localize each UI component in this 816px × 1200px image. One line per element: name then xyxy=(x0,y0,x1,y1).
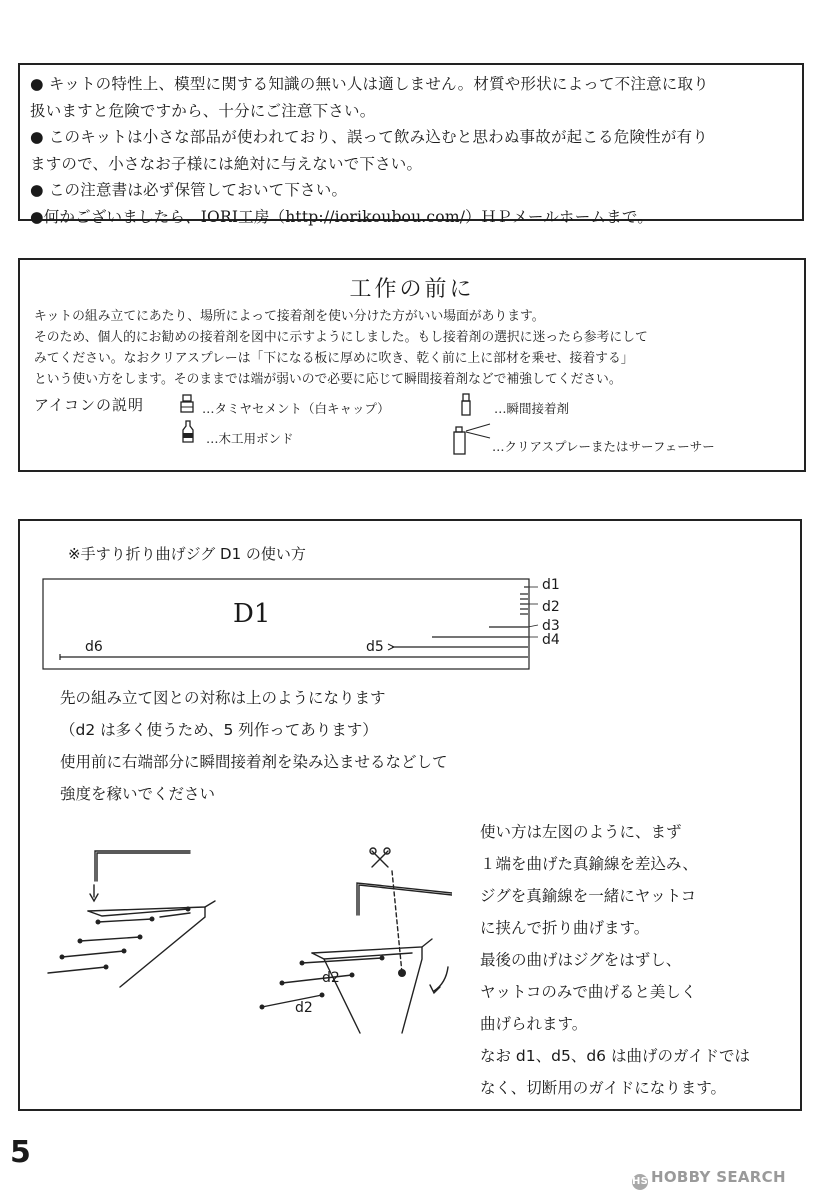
wood-bond-icon xyxy=(180,420,196,444)
howto-line: 最後の曲げはジグをはずし、 xyxy=(480,951,682,969)
intro-line: キットの組み立てにあたり、場所によって接着剤を使い分けた方がいい場面があります。 xyxy=(34,309,545,324)
bend-wire-sketch xyxy=(252,843,452,1043)
section-title: 工作の前に xyxy=(349,277,475,302)
label-d2: d2 xyxy=(542,599,560,615)
note-line: 使用前に右端部分に瞬間接着剤を染み込ませるなどして xyxy=(60,753,448,771)
caution-line: ● キットの特性上、模型に関する知識の無い人は適しません。材質や形状によって不注意に取り xyxy=(30,75,709,93)
sketch-label-d2: d2 xyxy=(322,970,340,986)
super-glue-icon xyxy=(460,393,472,417)
jig-instructions-box xyxy=(18,519,802,1111)
jig-title: ※手すり折り曲げジグ D1 の使い方 xyxy=(68,545,306,563)
intro-line: という使い方をします。そのままでは端が弱いので必要に応じて瞬間接着剤などで補強してください。 xyxy=(34,372,622,387)
note-line: （d2 は多く使うため、5 列作ってあります） xyxy=(60,721,378,739)
howto-line: ジグを真鍮線を一緒にヤットコ xyxy=(480,887,697,905)
caution-box xyxy=(18,63,804,226)
caution-line: ますので、小さなお子様には絶対に与えないで下さい。 xyxy=(30,154,423,173)
howto-line: ヤットコのみで曲げると美しく xyxy=(480,983,697,1001)
sketch-label-d2: d2 xyxy=(295,1000,313,1016)
icon-cement-label: …タミヤセメント（白キャップ） xyxy=(202,401,390,416)
icon-spray-label: …クリアスプレーまたはサーフェーサー xyxy=(492,439,715,454)
label-d6: d6 xyxy=(85,639,103,655)
label-d1: d1 xyxy=(542,577,560,593)
part-label-d1: D1 xyxy=(233,599,271,629)
intro-line: みてください。なおクリアスプレーは「下になる板に厚めに吹き、乾く前に上に部材を乗せ、接着する」 xyxy=(34,351,634,366)
howto-line: なく、切断用のガイドになります。 xyxy=(480,1079,726,1097)
note-line: 強度を稼いでください xyxy=(60,785,216,803)
icon-wood-bond-label: …木工用ボンド xyxy=(206,431,294,446)
jig-d1-drawing xyxy=(42,577,562,677)
watermark-logo xyxy=(632,1168,786,1190)
icons-heading: アイコンの説明 xyxy=(34,396,145,414)
label-d3: d3 xyxy=(542,618,560,634)
howto-line: に挟んで折り曲げます。 xyxy=(480,919,650,937)
icon-super-glue-label: …瞬間接着剤 xyxy=(494,401,570,416)
caution-line: 扱いますと危険ですから、十分にご注意下さい。 xyxy=(30,101,376,120)
page-number: 5 xyxy=(10,1135,31,1170)
intro-text xyxy=(34,306,648,390)
label-d5: d5 xyxy=(366,639,384,655)
before-work-box xyxy=(18,258,806,472)
howto-line: １端を曲げた真鍮線を差込み、 xyxy=(480,855,698,873)
howto-line: 使い方は左図のように、まず xyxy=(480,823,682,841)
caution-line: ●何かございましたら、IORI工房（http://iorikoubou.com/）ＨＰメールホームまで。 xyxy=(30,207,653,226)
cement-bottle-icon xyxy=(180,394,194,414)
watermark-text: HOBBY SEARCH xyxy=(651,1168,786,1186)
label-d4: d4 xyxy=(542,632,560,648)
intro-line: そのため、個人的にお勧めの接着剤を図中に示すようにしました。もし接着剤の選択に迷ったら参考にして xyxy=(34,330,648,345)
howto-line: 曲げられます。 xyxy=(480,1015,588,1033)
caution-line: ● このキットは小さな部品が使われており、誤って飲み込むと思わぬ事故が起こる危険性が有り xyxy=(30,128,708,146)
howto-line: なお d1、d5、d6 は曲げのガイドでは xyxy=(480,1047,750,1065)
spray-can-icon xyxy=(448,422,492,456)
insert-wire-sketch xyxy=(40,839,220,989)
watermark-icon: HS xyxy=(632,1174,648,1190)
caution-line: ● この注意書は必ず保管しておいて下さい。 xyxy=(30,181,348,199)
note-line: 先の組み立て図との対称は上のようになります xyxy=(60,689,386,707)
